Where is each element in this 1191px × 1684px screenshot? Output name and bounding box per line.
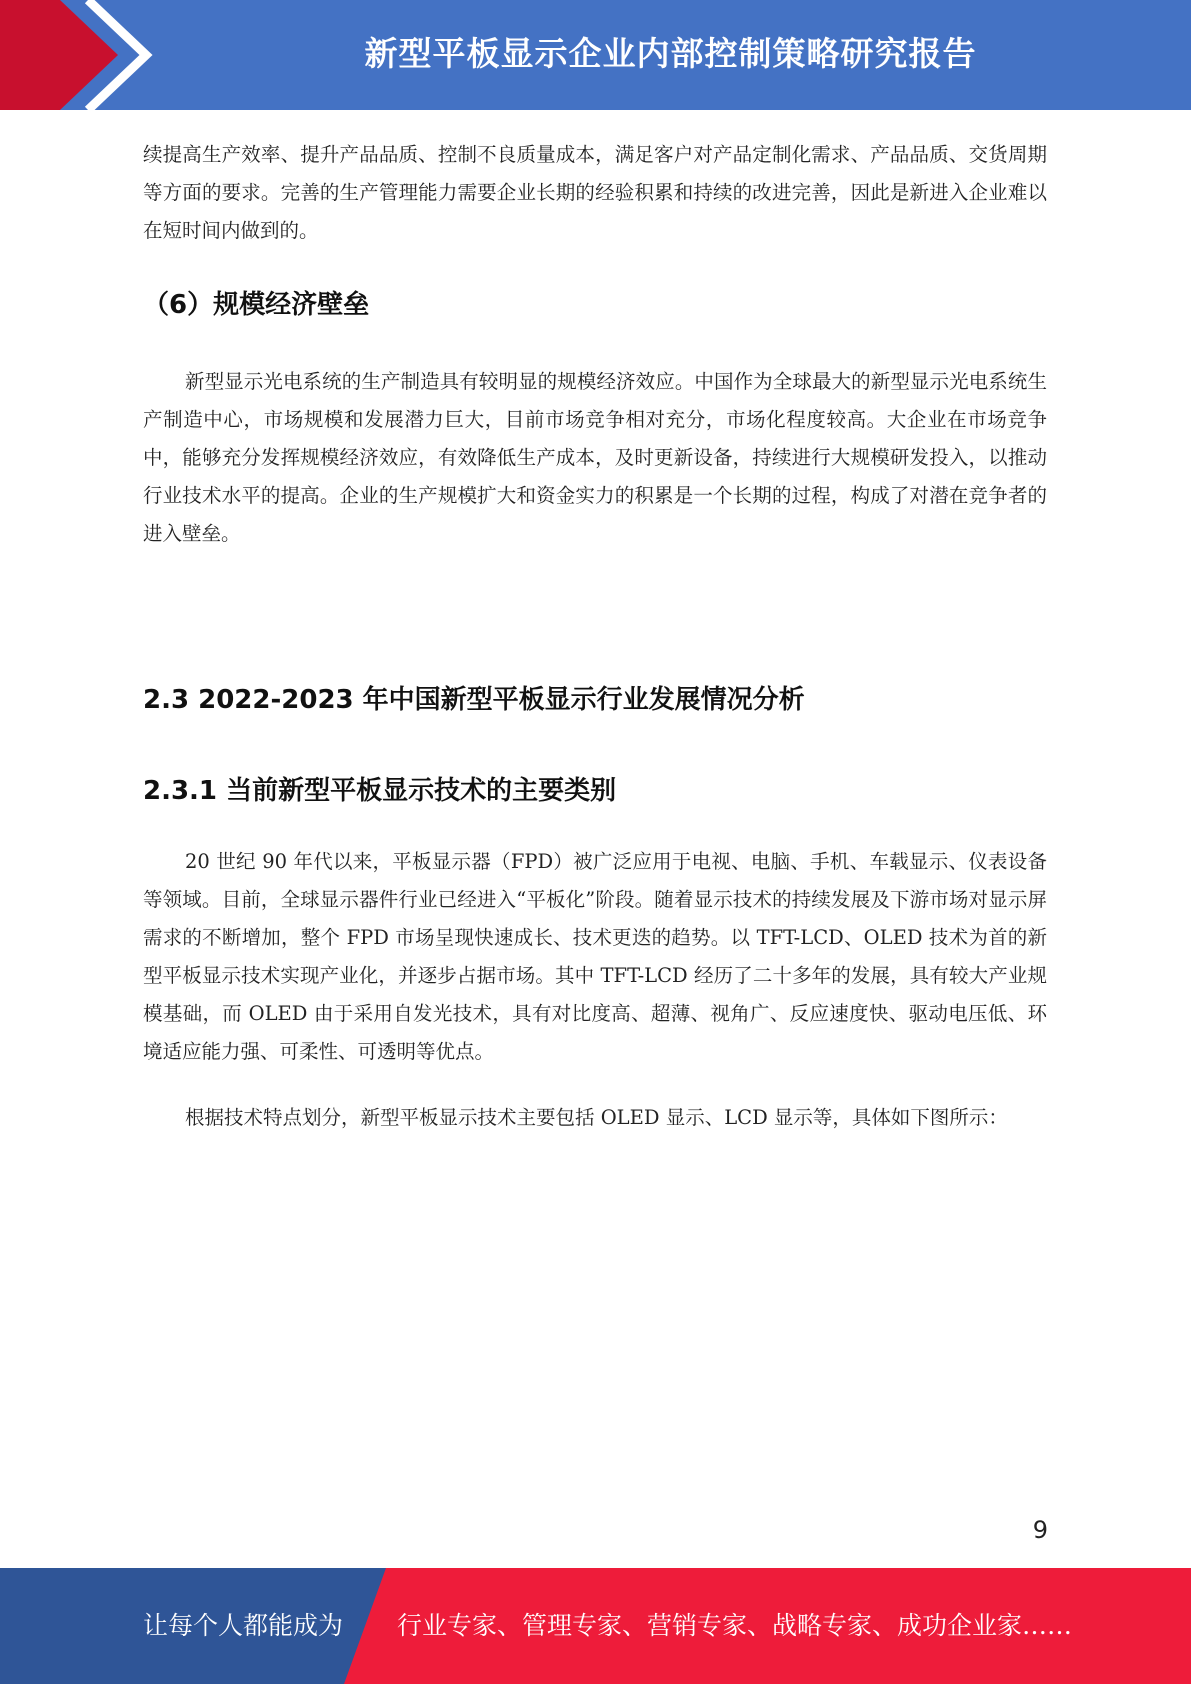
page-footer — [0, 1568, 1191, 1684]
section-2-3-1-paragraph-block — [143, 843, 1047, 1071]
page-header — [0, 0, 1191, 110]
section-2-3-heading: 2.3 2022-2023 年中国新型平板显示行业发展情况分析 — [143, 685, 805, 715]
section-6-heading: （6）规模经济壁垒 — [143, 290, 370, 320]
figure-intro-paragraph: 根据技术特点划分，新型平板显示技术主要包括 OLED 显示、LCD 显示等，具体如下图所示： — [185, 1106, 1008, 1129]
section-2-3-1-intro-block — [143, 1099, 1047, 1137]
page-number: 9 — [1032, 1516, 1048, 1544]
footer-slogan-left: 让每个人都能成为 — [143, 1611, 344, 1640]
footer-slogan-right: 行业专家、管理专家、营销专家、战略专家、成功企业家…… — [397, 1611, 1073, 1640]
continued-paragraph: 续提高生产效率、提升产品品质、控制不良质量成本，满足客户对产品定制化需求、产品品质、交货周期等方面的要求。完善的生产管理能力需要企业长期的经验积累和持续的改进完善，因此是新进入企业难以在短时间内做到的。 — [143, 143, 1047, 242]
section-6-heading-block — [143, 284, 1047, 321]
section-6-paragraph-block — [143, 363, 1047, 553]
section-6-paragraph: 新型显示光电系统的生产制造具有较明显的规模经济效应。中国作为全球最大的新型显示光电系统生产制造中心，市场规模和发展潜力巨大，目前市场竞争相对充分，市场化程度较高。大企业在市场竞争中，能够充分发挥规模经济效应，有效降低生产成本，及时更新设备，持续进行大规模研发投入，以推动行业技术水平的提高。企业的生产规模扩大和资金实力的积累是一个长期的过程，构成了对潜在竞争者的进入壁垒。 — [143, 370, 1047, 545]
section-2-3-1-heading-block — [143, 770, 1047, 807]
header-arrow-icon — [0, 0, 160, 110]
section-2-3-1-paragraph: 20 世纪 90 年代以来，平板显示器（FPD）被广泛应用于电视、电脑、手机、车载显示、仪表设备等领域。目前，全球显示器件行业已经进入“平板化”阶段。随着显示技术的持续发展及下游市场对显示屏需求的不断增加，整个 FPD 市场呈现快速成长、技术更迭的趋势。以 TFT-LCD、OLED 技术为首的新型平板显示技术实现产业化，并逐步占据市场。其中 TFT-LCD 经历了二十多年的发展，具有较大产业规模基础，而 OLED 由于采用自发光技术，具有对比度高、超薄、视角广、反应速度快、驱动电压低、环境适应能力强、可柔性、可透明等优点。 — [143, 850, 1047, 1063]
continued-paragraph-block — [143, 136, 1047, 250]
section-2-3-heading-block — [143, 679, 1047, 716]
section-2-3-1-heading: 2.3.1 当前新型平板显示技术的主要类别 — [143, 776, 617, 806]
report-title: 新型平板显示企业内部控制策略研究报告 — [364, 34, 977, 73]
